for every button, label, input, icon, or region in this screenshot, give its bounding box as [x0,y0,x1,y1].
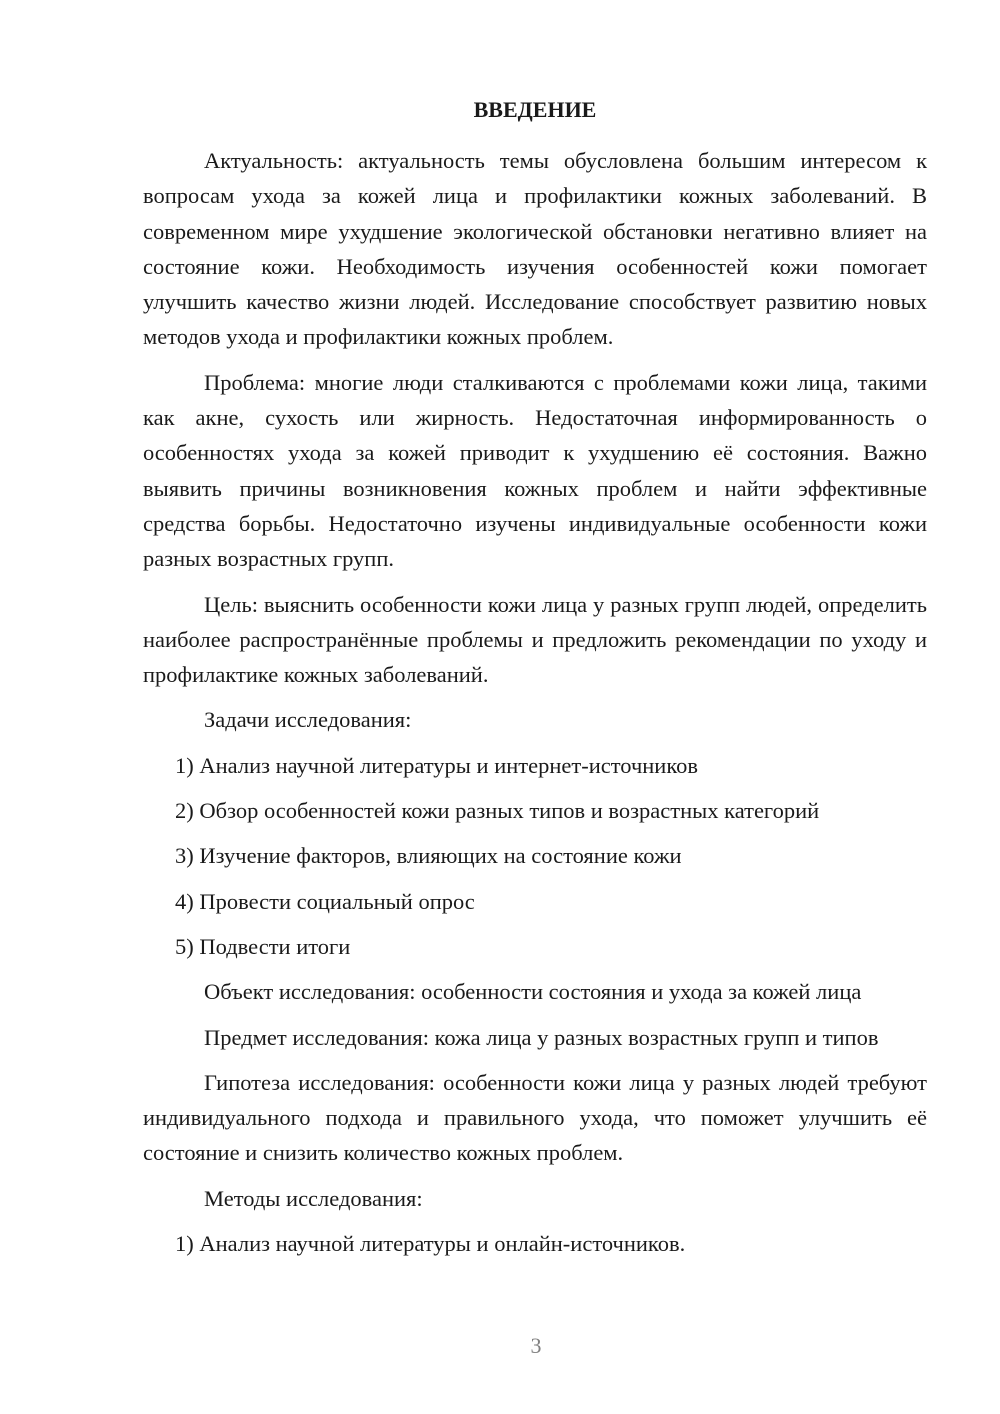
task-item-1: 1) Анализ научной литературы и интернет-источников [175,752,699,778]
goal-paragraph: Цель: выяснить особенности кожи лица у разных групп людей, определить наиболее распространённые проблемы и предложить рекомендации по уходу и профилактике кожных заболеваний. [143,591,927,688]
methods-title: Методы исследования: [204,1185,423,1211]
hypothesis-paragraph: Гипотеза исследования: особенности кожи лица у разных людей требуют индивидуального подхода и правильного ухода, что поможет улучшить её состояние и снизить количество кожных проблем. [143,1069,927,1166]
task-item-3: 3) Изучение факторов, влияющих на состояние кожи [175,843,682,869]
problem-paragraph: Проблема: многие люди сталкиваются с проблемами кожи лица, такими как акне, сухость или жирность. Недостаточная информированность о особенностях ухода за кожей приводит к ухудшению её состояния. Важно выявить причины возникновения кожных проблем и найти эффективные средства борьбы. Недостаточно изучены индивидуальные особенности кожи разных возрастных групп. [143,369,927,572]
task-item-4: 4) Провести социальный опрос [175,888,475,914]
tasks-title: Задачи исследования: [204,707,412,733]
task-item-2: 2) Обзор особенностей кожи разных типов и возрастных категорий [175,798,820,824]
subject-paragraph: Предмет исследования: кожа лица у разных возрастных групп и типов [204,1024,879,1050]
method-item-1: 1) Анализ научной литературы и онлайн-источников. [175,1231,686,1257]
page-number: 3 [530,1333,542,1358]
document-page [143,95,927,1271]
relevance-paragraph: Актуальность: актуальность темы обусловлена большим интересом к вопросам ухода за кожей лица и профилактики кожных заболеваний. В современном мире ухудшение экологической обстановки негативно влияет на состояние кожи. Необходимость изучения особенностей кожи помогает улучшить качество жизни людей. Исследование способствует развитию новых методов ухода и профилактики кожных проблем. [143,148,927,350]
object-line: Объект исследования: особенности состояния и ухода за кожей лица [204,979,862,1005]
task-item-5: 5) Подвести итоги [175,933,351,959]
section-heading: ВВЕДЕНИЕ [473,97,597,122]
